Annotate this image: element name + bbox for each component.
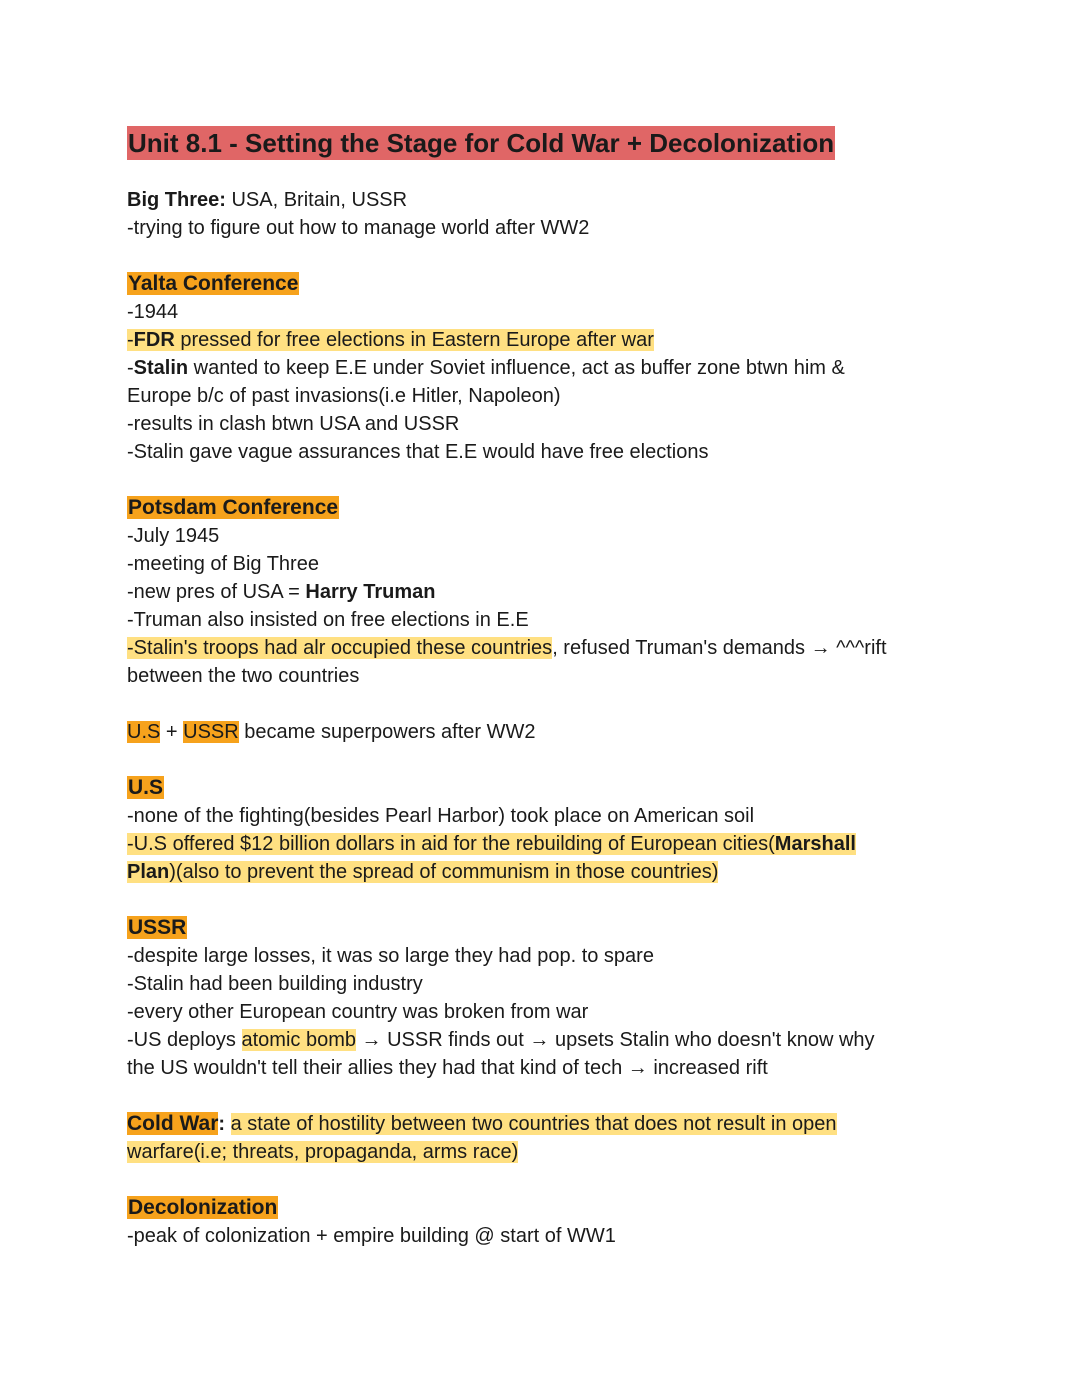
yalta-line-5: -results in clash btwn USA and USSR [127,413,460,435]
yalta-line-2: -FDR pressed for free elections in Eastern Europe after war [127,329,654,351]
ussr-line-2: -Stalin had been building industry [127,973,423,995]
big-three-line [127,186,957,214]
document-content [127,126,957,1250]
yalta-line-1: -1944 [127,301,179,323]
title-text: - Setting the Stage for Cold War + Decolonization [221,128,835,158]
ussr-line-4: -US deploys atomic bomb → USSR finds out → upsets Stalin who doesn't know why [127,1029,875,1051]
us-line-1: -none of the fighting(besides Pearl Harbor) took place on American soil [127,805,755,827]
ussr-heading: USSR [128,916,187,939]
yalta-heading: Yalta Conference [128,272,299,295]
title-unit: Unit 8.1 [128,128,222,158]
decolonization-line-1: -peak of colonization + empire building @ start of WW1 [127,1225,616,1247]
potsdam-line-6: between the two countries [127,665,360,687]
yalta-line-3: -Stalin wanted to keep E.E under Soviet influence, act as buffer zone btwn him & [127,357,845,379]
us-line-3: Plan)(also to prevent the spread of communism in those countries) [127,861,719,883]
ussr-line-5: the US wouldn't tell their allies they had that kind of tech → increased rift [127,1057,768,1079]
cold-war-line-1: Cold War: a state of hostility between two countries that does not result in open [127,1112,837,1135]
potsdam-line-1: -July 1945 [127,525,220,547]
potsdam-line-5: -Stalin's troops had alr occupied these countries, refused Truman's demands → ^^^rift [127,637,887,659]
big-three-label: Big Three: [127,189,226,211]
superpowers-line: U.S + USSR became superpowers after WW2 [127,721,536,743]
ussr-line-3: -every other European country was broken from war [127,1001,589,1023]
potsdam-line-2: -meeting of Big Three [127,553,319,575]
us-heading: U.S [128,776,164,799]
decolonization-heading: Decolonization [128,1196,278,1219]
yalta-line-4: Europe b/c of past invasions(i.e Hitler, Napoleon) [127,385,561,407]
big-three-text: USA, Britain, USSR [225,189,408,211]
us-line-2: -U.S offered $12 billion dollars in aid for the rebuilding of European cities(Marshall [127,833,856,855]
potsdam-heading: Potsdam Conference [128,496,339,519]
ussr-line-1: -despite large losses, it was so large they had pop. to spare [127,945,654,967]
yalta-line-6: -Stalin gave vague assurances that E.E would have free elections [127,441,709,463]
cold-war-line-2: warfare(i.e; threats, propaganda, arms race) [127,1141,519,1163]
potsdam-line-3: -new pres of USA = Harry Truman [127,581,436,603]
page-title [127,126,835,160]
potsdam-line-4: -Truman also insisted on free elections in E.E [127,609,529,631]
big-three-note: -trying to figure out how to manage world after WW2 [127,217,590,239]
